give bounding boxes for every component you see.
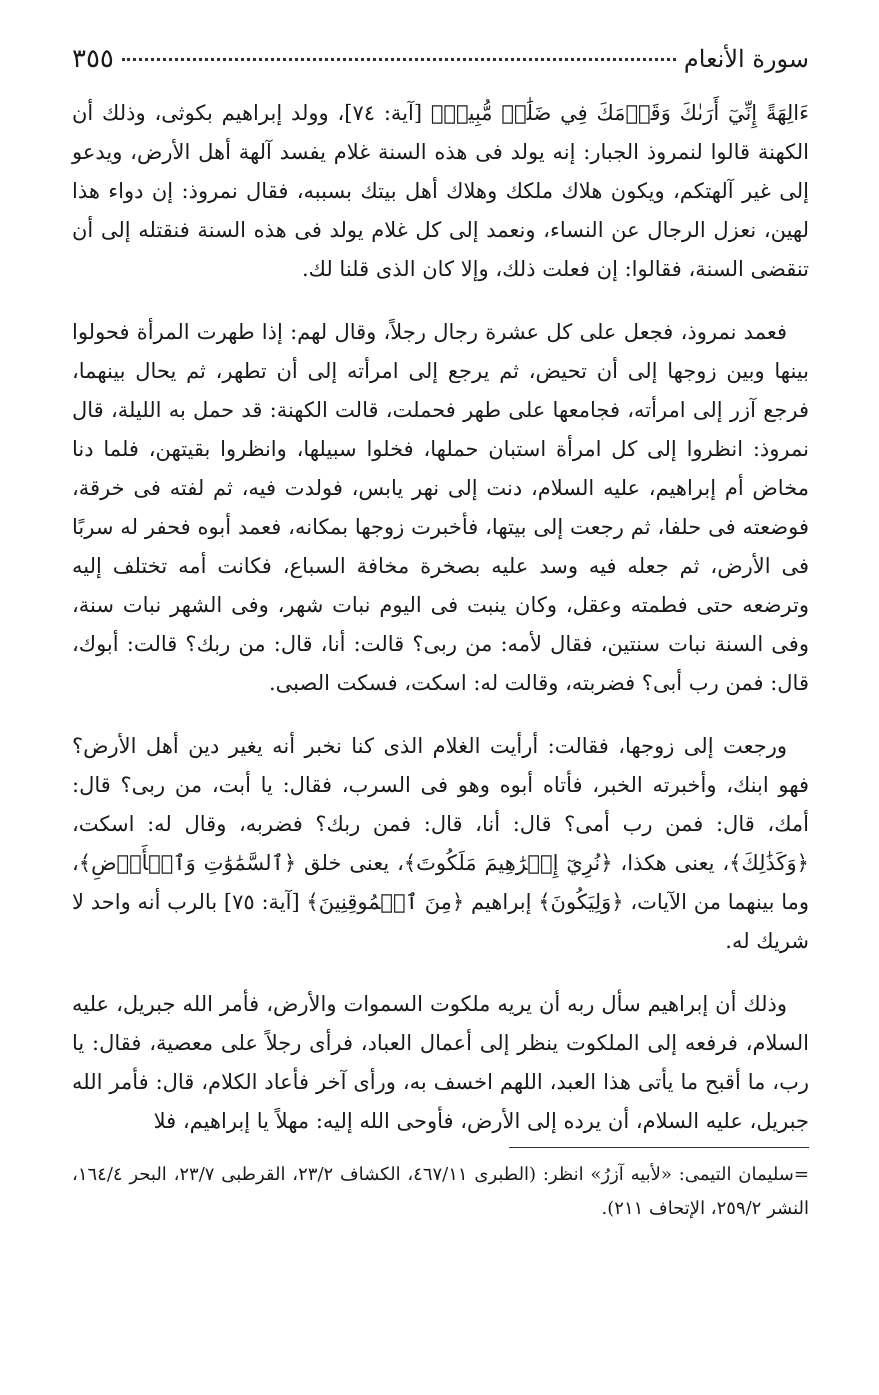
- paragraph-3: ورجعت إلى زوجها، فقالت: أرأيت الغلام الذى كنا نخبر أنه يغير دين أهل الأرض؟ فهو ابنك، وأخبرته الخبر، فأتاه أبوه وهو فى السرب، فقال: يا أبت، من ربى؟ قال: أمك، قال: فمن رب أمى؟ قال: أنا، قال: فمن ربك؟ فضربه، وقال له: اسكت، ﴿وَكَذَٰلِكَ﴾، يعنى هكذا، ﴿نُرِيٓ إِبۡرَٰهِيمَ مَلَكُوتَ﴾، يعنى خلق ﴿ٱلسَّمَٰوَٰتِ وَٱلۡأَرۡضِ﴾، وما بينهما من الآيات، ﴿وَلِيَكُونَ﴾ إبراهيم ﴿مِنَ ٱلۡمُوقِنِينَ﴾ [آية: ٧٥] بالرب أنه واحد لا شريك له.: [72, 734, 809, 953]
- paragraph-1: ءَالِهَةً إِنِّيٓ أَرَىٰكَ وَقَوۡمَكَ فِي ضَلَٰلٖ مُّبِينٖ﴾ [آية: ٧٤]، وولد إبراهيم بكوثى، وذلك أن الكهنة قالوا لنمروذ الجبار: إنه يولد فى هذه السنة غلام يفسد آلهة أهل الأرض، ويدعو إلى غير آلهتكم، ويكون هلاك ملكك وهلاك أهل بيتك بسببه، فقال نمروذ: إن دواء هذا لهين، نعزل الرجال عن النساء، ونعمد إلى كل غلام يولد فى هذه السنة فنقتله إلى أن تنقضى السنة، فقالوا: إن فعلت ذلك، وإلا كان الذى قلنا لك.: [72, 101, 809, 281]
- page-number: ٣٥٥: [72, 44, 114, 74]
- surah-title: سورة الأنعام: [683, 45, 809, 73]
- footnote-divider: [509, 1147, 809, 1148]
- book-page: [72, 44, 809, 1226]
- paragraph-2: فعمد نمروذ، فجعل على كل عشرة رجال رجلاً، وقال لهم: إذا طهرت المرأة فحولوا بينها وبين زوجها إلى أن تحيض، ثم يرجع إلى امرأته إلى أن تطهر، ثم يحال بينهما، فرجع آزر إلى امرأته، فجامعها على طهر فحملت، قالت الكهنة: قد حمل به الليلة، قال نمروذ: انظروا إلى كل امرأة استبان حملها، فخلوا سبيلها، وانظروا بقيتهن، فلما دنا مخاض أم إبراهيم، عليه السلام، دنت إلى نهر يابس، فولدت فيه، ثم لفته فى خرقة، فوضعته فى حلفا، ثم رجعت إلى بيتها، فأخبرت زوجها بمكانه، فعمد أبوه فحفر له سربًا فى الأرض، ثم جعله فيه وسد عليه بصخرة مخافة السباع، فكانت أمه تختلف إليه وترضعه حتى فطمته وعقل، وكان ينبت فى اليوم نبات شهر، وفى الشهر نبات سنة، وفى السنة نبات سنتين، فقال لأمه: من ربى؟ قالت: أنا، قال: من ربك؟ قالت: أبوك، قال: فمن رب أبى؟ فضربته، وقالت له: اسكت، فسكت الصبى.: [72, 320, 809, 695]
- footnote: =سليمان التيمى: «لأبيه آزرُ» انظر: (الطبرى ٤٦٧/١١، الكشاف ٢٣/٢، القرطبى ٢٣/٧، البحر ١٦٤/٤، النشر ٢٥٩/٢، الإتحاف ٢١١).: [72, 1164, 809, 1219]
- paragraph-4: وذلك أن إبراهيم سأل ربه أن يريه ملكوت السموات والأرض، فأمر الله جبريل، عليه السلام، فرفعه إلى الملكوت ينظر إلى أعمال العباد، فرأى رجلاً على معصية، فقال: يا رب، ما أقبح ما يأتى هذا العبد، اللهم اخسف به، ورأى آخر فأعاد الكلام، قال: فأمر الله جبريل، عليه السلام، أن يرده إلى الأرض، فأوحى الله إليه: مهلاً يا إبراهيم، فلا: [72, 992, 809, 1133]
- running-header: [72, 44, 809, 94]
- dotted-leader: [122, 58, 676, 61]
- page-body: [72, 94, 809, 1141]
